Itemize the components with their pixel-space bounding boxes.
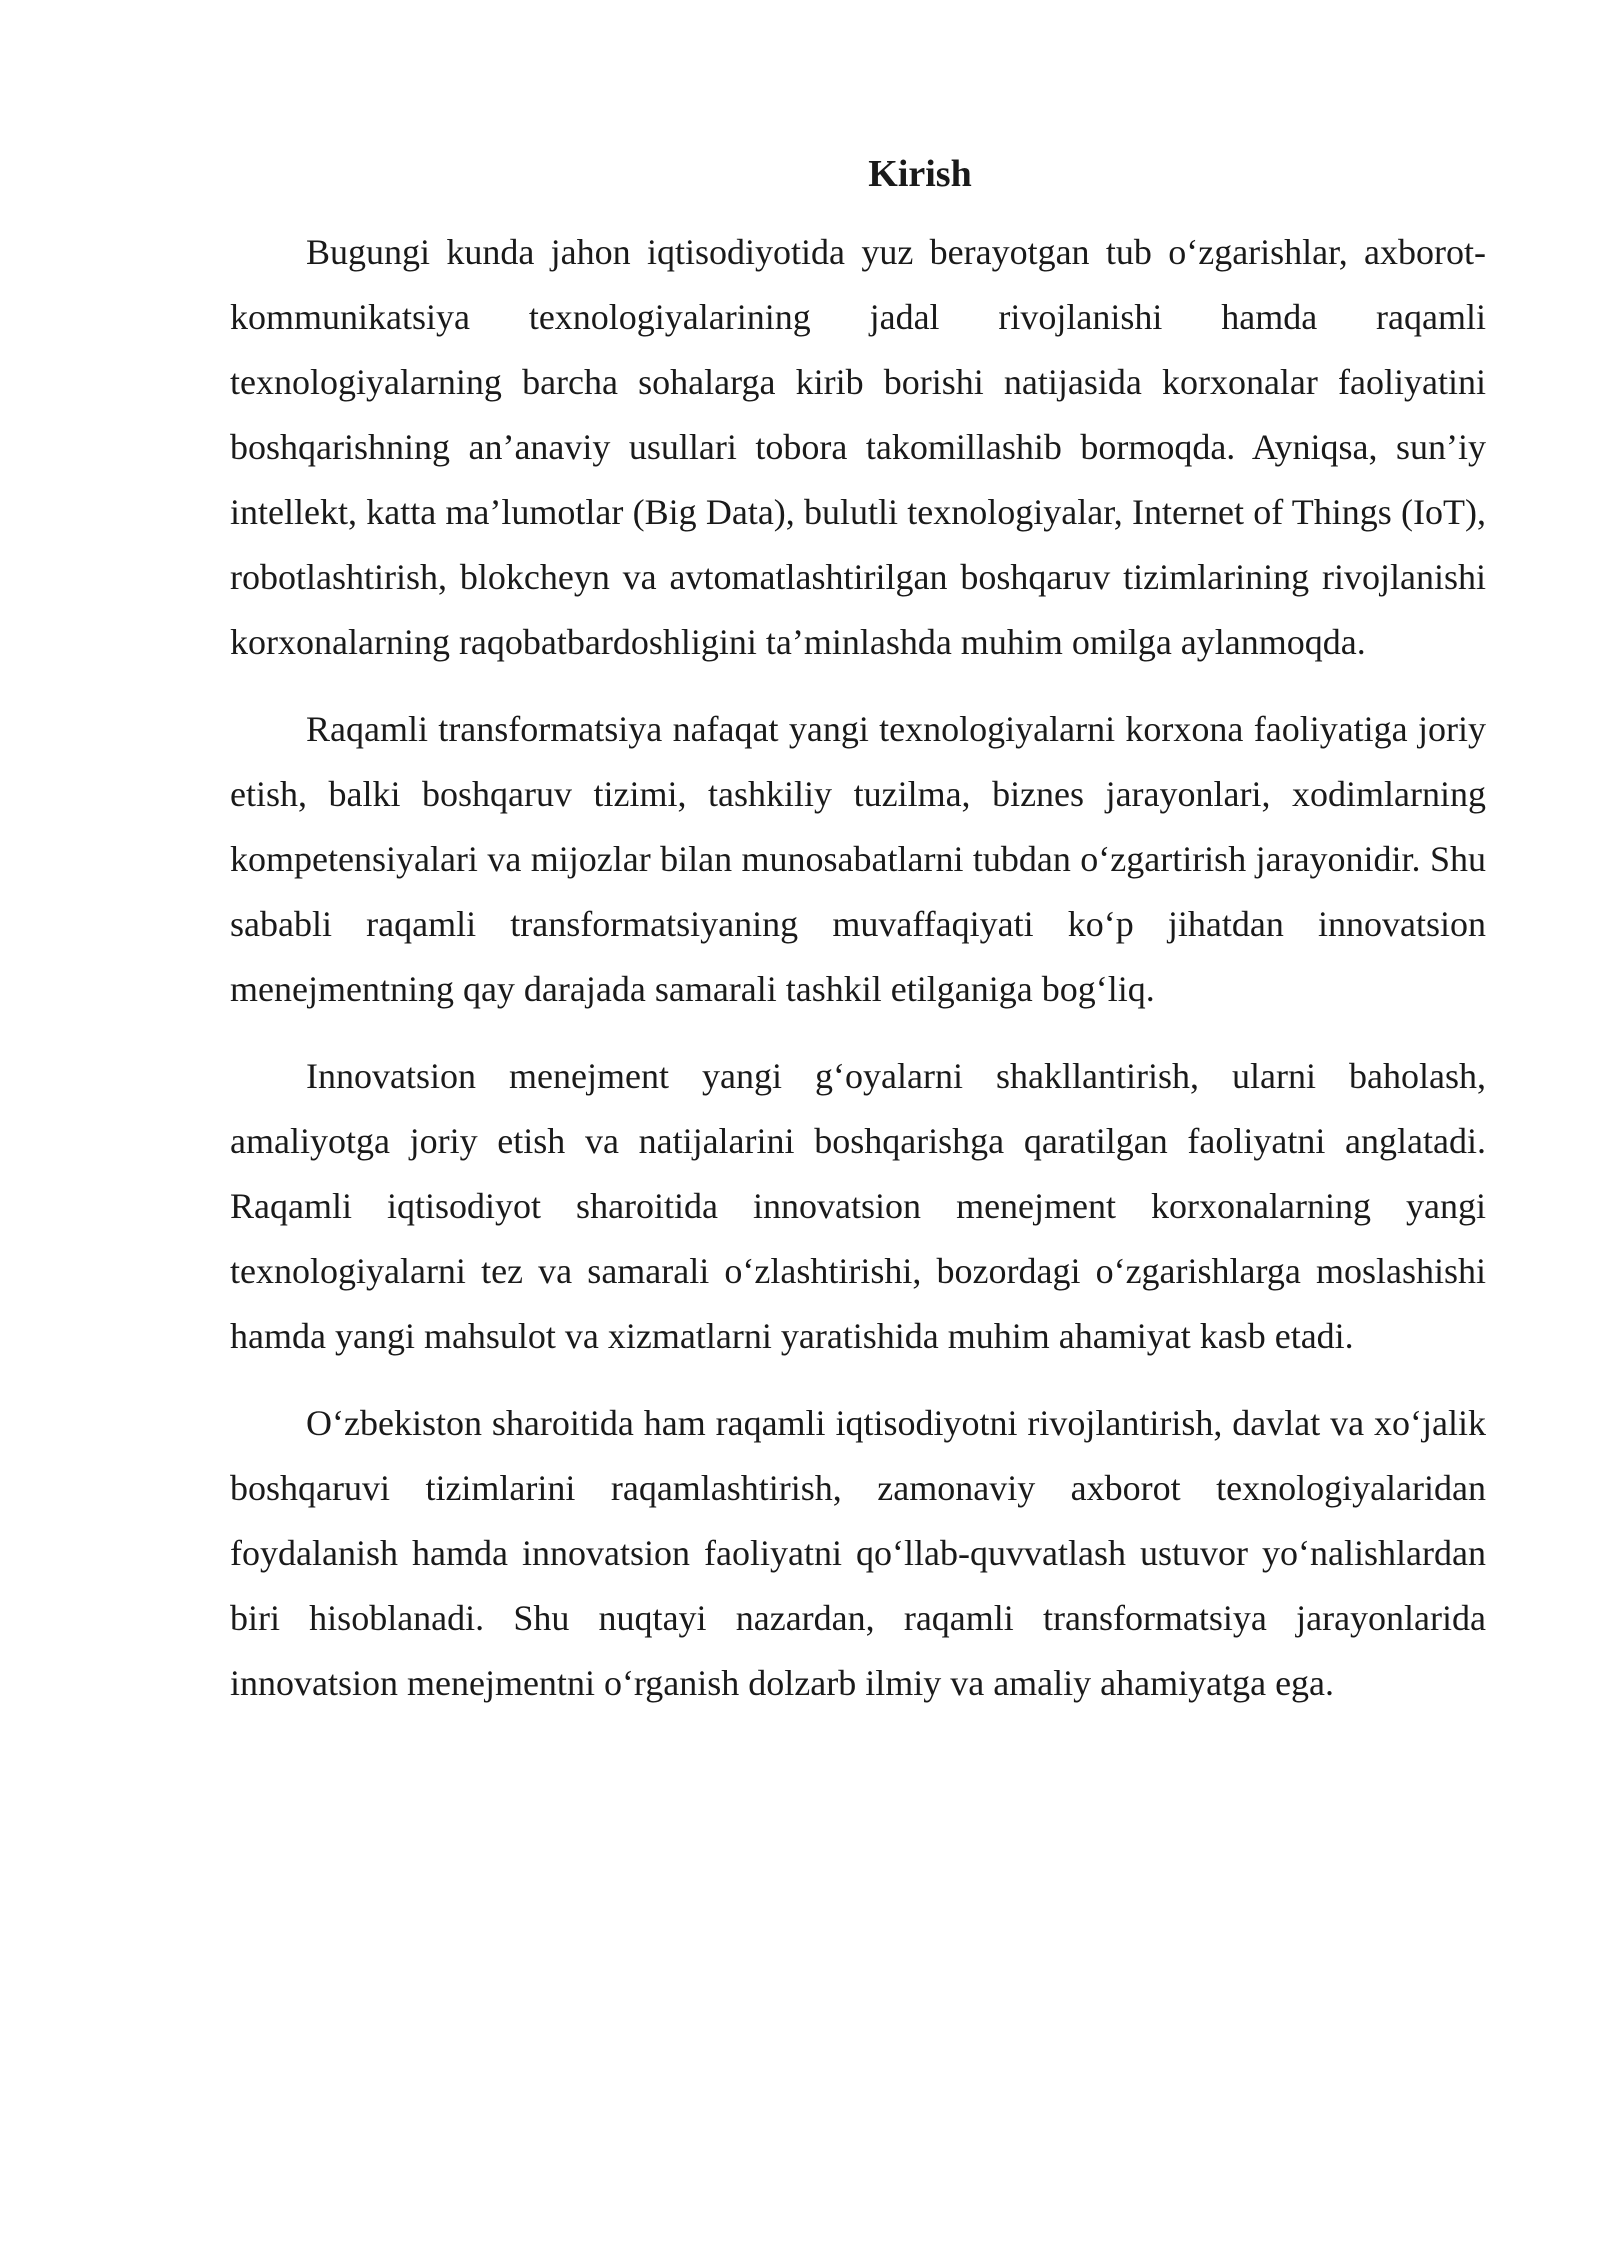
paragraph-1: Bugungi kunda jahon iqtisodiyotida yuz berayotgan tub o‘zgarishlar, axborot-kommunikatsiya texnologiyalarining jadal rivojlanishi hamda raqamli texnologiyalarning barcha sohalarga kirib borishi natijasida korxonalar faoliyatini boshqarishning an’anaviy usullari tobora takomillashib bormoqda. Ayniqsa, sun’iy intellekt, katta ma’lumotlar (Big Data), bulutli texnologiyalar, Internet of Things (IoT), robotlashtirish, blokcheyn va avtomatlashtirilgan boshqaruv tizimlarining rivojlanishi korxonalarning raqobatbardoshligini ta’minlashda muhim omilga aylanmoqda. xyxy=(230,232,1486,662)
document-body xyxy=(230,148,1486,1738)
paragraph-4: O‘zbekiston sharoitida ham raqamli iqtisodiyotni rivojlantirish, davlat va xo‘jalik boshqaruvi tizimlarini raqamlashtirish, zamonaviy axborot texnologiyalaridan foydalanish hamda innovatsion faoliyatni qo‘llab-quvvatlash ustuvor yo‘nalishlardan biri hisoblanadi. Shu nuqtayi nazardan, raqamli transformatsiya jarayonlarida innovatsion menejmentni o‘rganish dolzarb ilmiy va amaliy ahamiyatga ega. xyxy=(230,1403,1486,1703)
paragraph-2: Raqamli transformatsiya nafaqat yangi texnologiyalarni korxona faoliyatiga joriy etish, balki boshqaruv tizimi, tashkiliy tuzilma, biznes jarayonlari, xodimlarning kompetensiyalari va mijozlar bilan munosabatlarni tubdan o‘zgartirish jarayonidir. Shu sababli raqamli transformatsiyaning muvaffaqiyati ko‘p jihatdan innovatsion menejmentning qay darajada samarali tashkil etilganiga bog‘liq. xyxy=(230,709,1486,1009)
paragraph-3: Innovatsion menejment yangi g‘oyalarni shakllantirish, ularni baholash, amaliyotga joriy etish va natijalarini boshqarishga qaratilgan faoliyatni anglatadi. Raqamli iqtisodiyot sharoitida innovatsion menejment korxonalarning yangi texnologiyalarni tez va samarali o‘zlashtirishi, bozordagi o‘zgarishlarga moslashishi hamda yangi mahsulot va xizmatlarni yaratishida muhim ahamiyat kasb etadi. xyxy=(230,1056,1486,1356)
section-title: Kirish xyxy=(868,153,972,195)
